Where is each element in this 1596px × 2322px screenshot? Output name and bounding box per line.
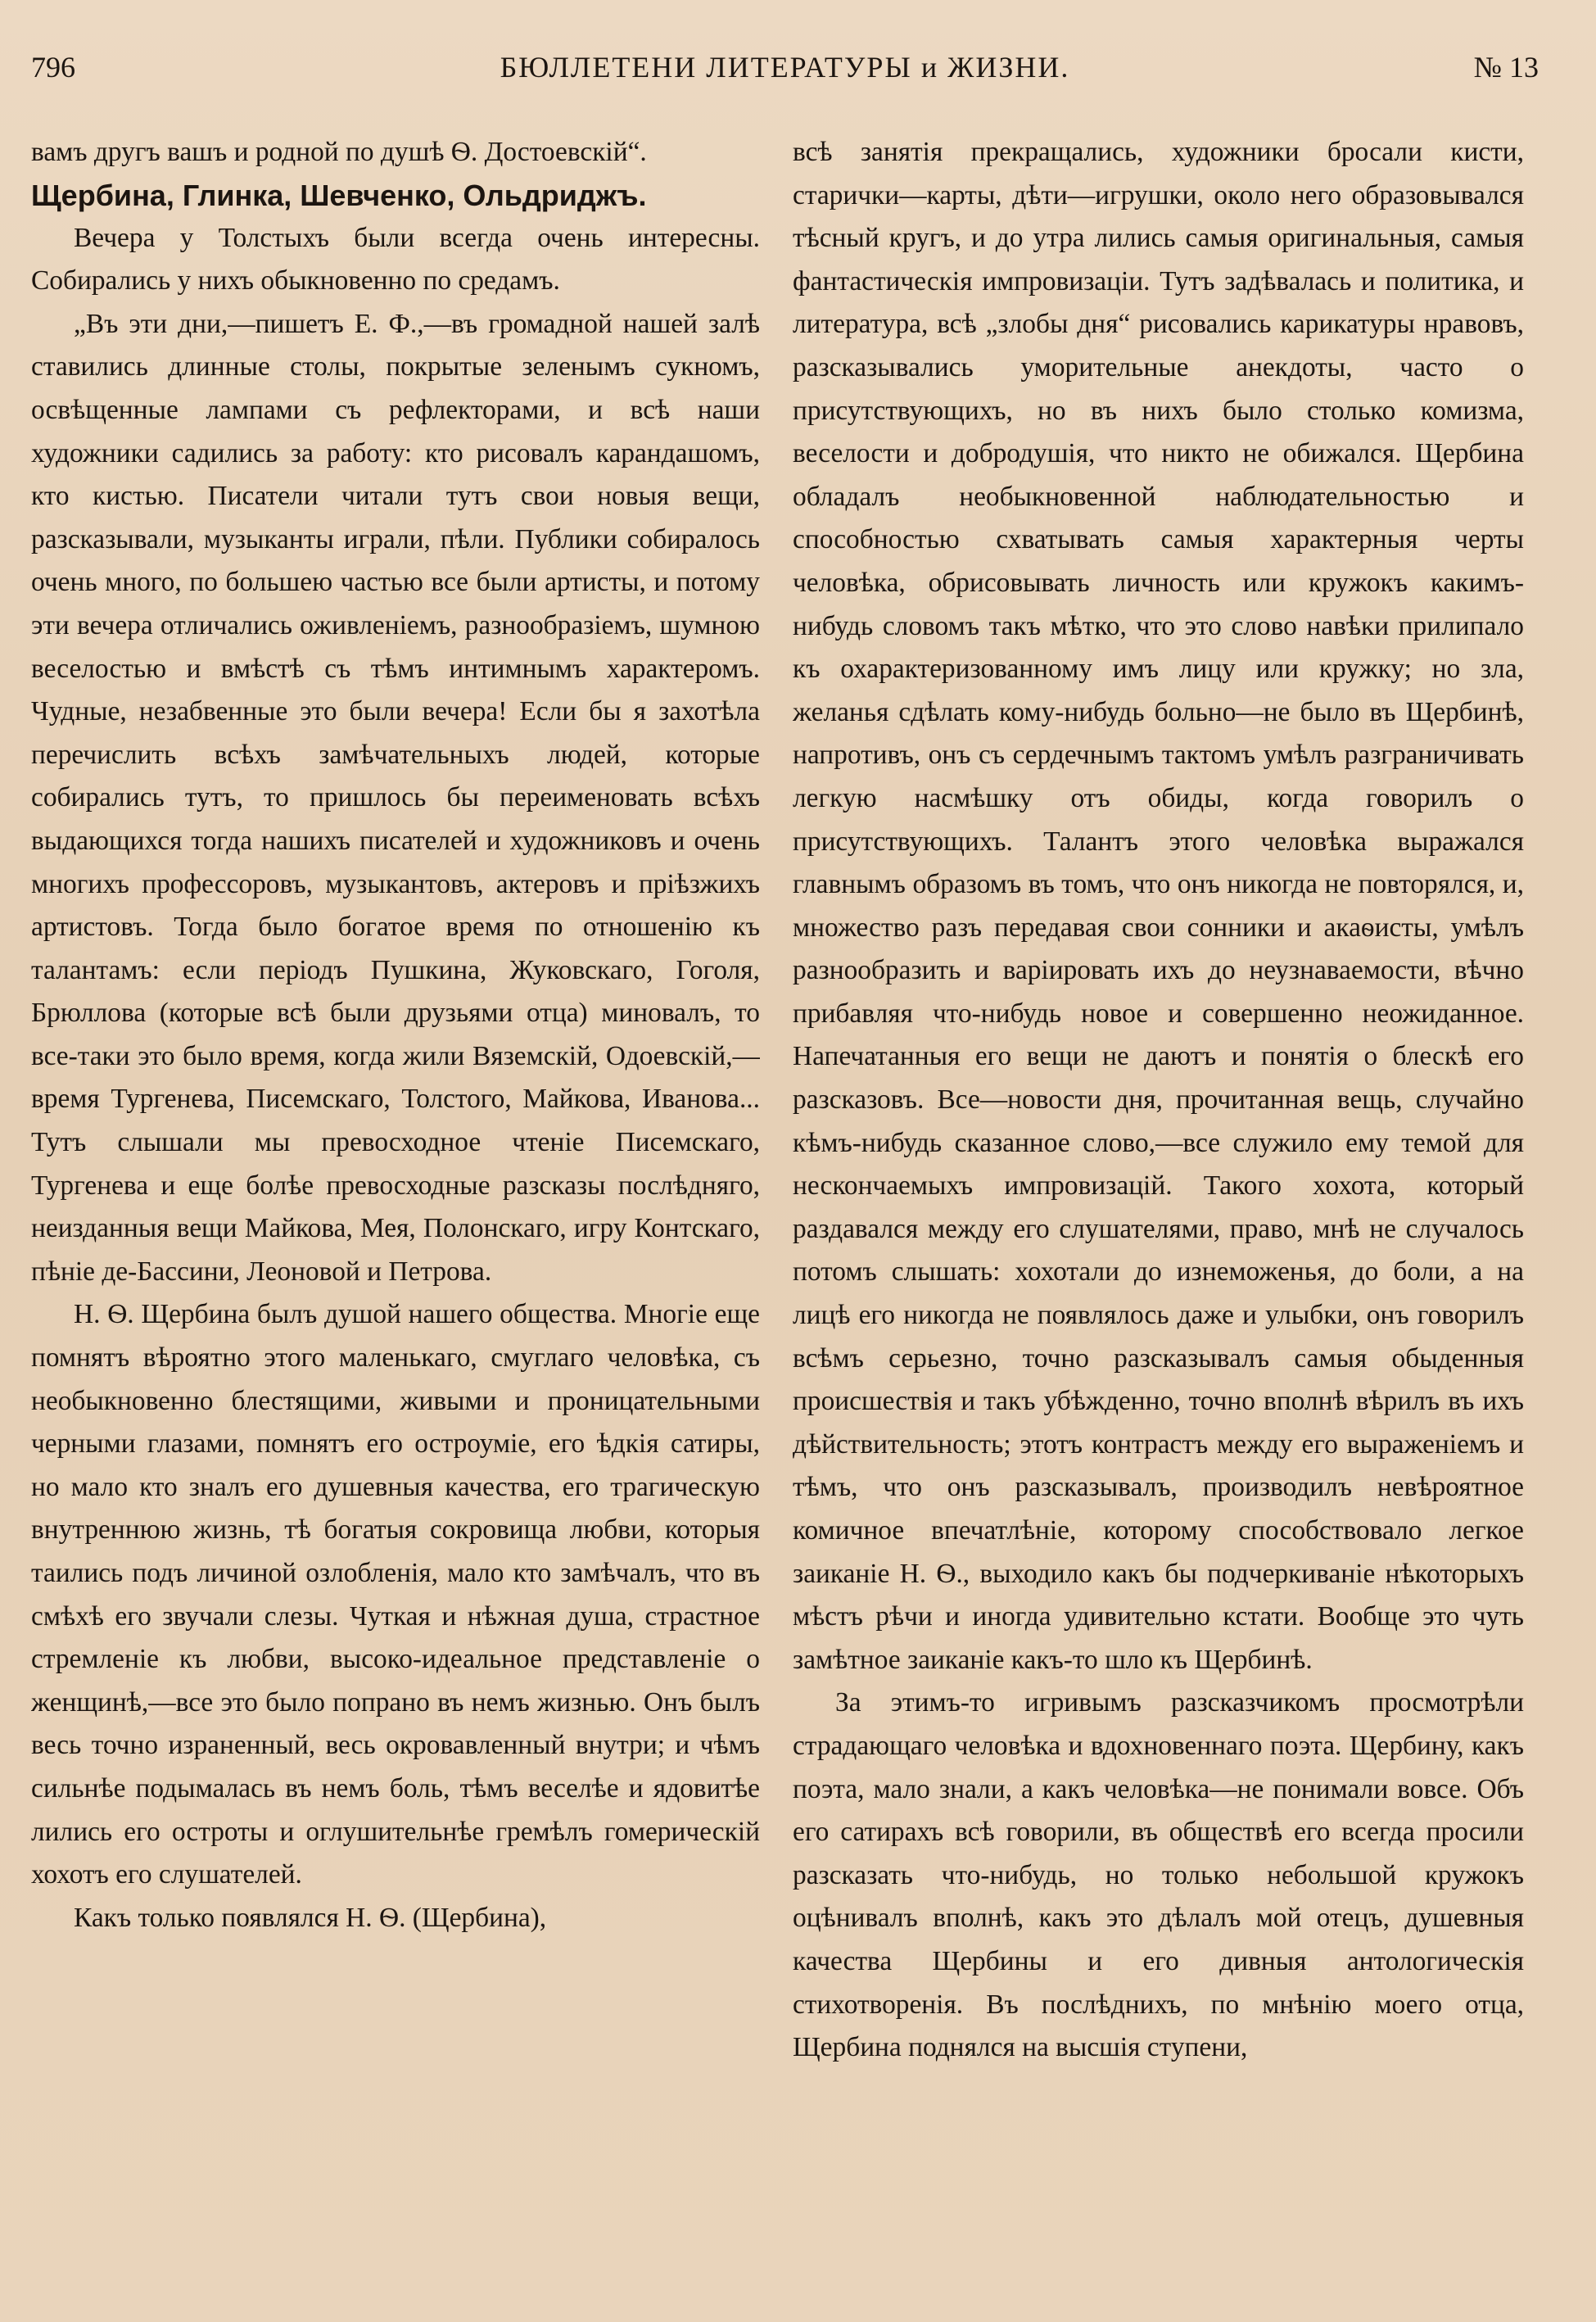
issue-number: № 13 (1473, 51, 1539, 84)
paragraph: „Въ эти дни,—пишетъ Е. Ф.,—въ громадной нашей залѣ ставились длинные столы, покрытые зеленымъ сукномъ, освѣщенные лампами съ рефлекторами, и всѣ наши художники садились за работу: кто рисовалъ карандашомъ, кто кистью. Писатели читали тутъ свои новыя вещи, разсказывали, музыканты играли, пѣли. Публики собиралось очень много, по большею частью все были артисты, и потому эти вечера отличались оживленіемъ, разнообразіемъ, шумною веселостью и вмѣстѣ съ тѣмъ интимнымъ характеромъ. Чудные, незабвенные это были вечера! Если бы я захотѣла перечислить всѣхъ замѣчательныхъ людей, которые собирались тутъ, то пришлось бы переименовать всѣхъ выдающихся тогда нашихъ писателей и художниковъ и очень многихъ профессоровъ, музыкантовъ, актеровъ и пріѣзжихъ артистовъ. Тогда было богатое время по отношенію къ талантамъ: если періодъ Пушкина, Жуковскаго, Гоголя, Брюллова (которые всѣ были друзьями отца) миновалъ, то все-таки это было время, когда жили Вяземскій, Одоевскій,—время Тургенева, Писемскаго, Толстого, Майкова, Иванова... Тутъ слышали мы превосходное чтеніе Писемскаго, Тургенева и еще болѣе превосходные разсказы послѣдняго, неизданныя вещи Майкова, Мея, Полонскаго, игру Контскаго, пѣніе де-Бассини, Леоновой и Петрова. (31, 308, 760, 1287)
running-title: БЮЛЛЕТЕНИ ЛИТЕРАТУРЫ и ЖИЗНИ. (500, 51, 1070, 84)
paragraph: Н. Ѳ. Щербина былъ душой нашего общества. Многіе еще помнятъ вѣроятно этого маленькаго, смуглаго человѣка, съ необыкновенно блестящими, живыми и проницательными черными глазами, помнятъ его остроуміе, его ѣдкія сатиры, но мало кто зналъ его душевныя качества, его трагическую внутреннюю жизнь, тѣ богатыя сокровища любви, которыя таились подъ личиной озлобленія, мало кто замѣчалъ, что въ смѣхѣ его звучали слезы. Чуткая и нѣжная душа, страстное стремленіе къ любви, высоко-идеальное представленіе о женщинѣ,—все это было попрано въ немъ жизнью. Онъ былъ весь точно израненный, весь окровавленный внутри; и чѣмъ сильнѣе подымалась въ немъ боль, тѣмъ веселѣе и ядовитѣе лились его остроты и оглушительнѣе гремѣлъ гомерическій хохотъ его слушателей. (31, 1299, 760, 1890)
page-number: 796 (31, 51, 75, 84)
right-column (793, 131, 1524, 2289)
section-heading: Щербина, Глинка, Шевченко, Ольдриджъ. (31, 178, 647, 212)
paragraph: За этимъ-то игривымъ разсказчикомъ просмотрѣли страдающаго человѣка и вдохновеннаго поэта. Щербину, какъ поэта, мало знали, а какъ человѣка—не понимали вовсе. Объ его сатирахъ всѣ говорили, въ обществѣ его всегда просили разсказать что-нибудь, но только небольшой кружокъ оцѣнивалъ вполнѣ, какъ это дѣлалъ мой отецъ, душевныя качества Щербины и его дивныя антологическія стихотворенія. Въ послѣднихъ, по мнѣнію моего отца, Щербина поднялся на высшія ступени, (793, 1687, 1524, 2063)
paragraph: Какъ только появлялся Н. Ѳ. (Щербина), (74, 1902, 547, 1933)
continued-paragraph: всѣ занятія прекращались, художники бросали кисти, старички—карты, дѣти—игрушки, около него образовывался тѣсный кругъ, и до утра лились самыя оригинальныя, самыя фантастическія импровизаціи. Тутъ задѣвалась и политика, и литература, всѣ „злобы дня“ рисовались карикатуры нравовъ, разсказывались уморительные анекдоты, часто о присутствующихъ, но въ нихъ было столько комизма, веселости и добродушія, что никто не обижался. Щербина обладалъ необыкновенной наблюдательностью и способностью схватывать самыя характерныя черты человѣка, обрисовывать личность или кружокъ какимъ-нибудь словомъ такъ мѣтко, что это слово навѣки прилипало къ охарактеризованному имъ лицу или кружку; но зла, желанья сдѣлать кому-нибудь больно—не было въ Щербинѣ, напротивъ, онъ съ сердечнымъ тактомъ умѣлъ разграничивать легкую насмѣшку отъ обиды, когда говорилъ о присутствующихъ. Талантъ этого человѣка выражался главнымъ образомъ въ томъ, что онъ никогда не повторялся, и, множество разъ передавая свои сонники и акаѳисты, умѣлъ разнообразить и варіировать ихъ до неузнаваемости, вѣчно прибавляя что-нибудь новое и совершенно неожиданное. Напечатанныя его вещи не даютъ и понятія о блескѣ его разсказовъ. Все—новости дня, прочитанная вещь, случайно кѣмъ-нибудь сказанное слово,—все служило ему темой для нескончаемыхъ импровизацій. Такого хохота, который раздавался между его слушателями, право, мнѣ не случалось потомъ слышать: хохотали до изнеможенья, до боли, а на лицѣ его никогда не появлялось даже и улыбки, онъ говорилъ всѣмъ серьезно, точно разсказывалъ самыя обыденныя происшествія и такъ убѣжденно, точно вполнѣ вѣрилъ въ ихъ дѣйствительность; этотъ контрастъ между его выраженіемъ и тѣмъ, что онъ разсказывалъ, производилъ невѣроятное комичное впечатлѣніе, которому способствовало легкое заиканіе Н. Ѳ., выходило какъ бы подчеркиваніе нѣкоторыхъ мѣстъ рѣчи и иногда удивительно кстати. Вообще это чуть замѣтное заиканіе какъ-то шло къ Щербинѣ. (793, 137, 1524, 1675)
page-header (31, 43, 1539, 92)
left-column (31, 131, 760, 2289)
paragraph: Вечера у Толстыхъ были всегда очень интересны. Собирались у нихъ обыкновенно по средамъ. (31, 222, 760, 296)
continued-paragraph: вамъ другъ вашъ и родной по душѣ Ѳ. Достоевскій“. (31, 137, 647, 167)
